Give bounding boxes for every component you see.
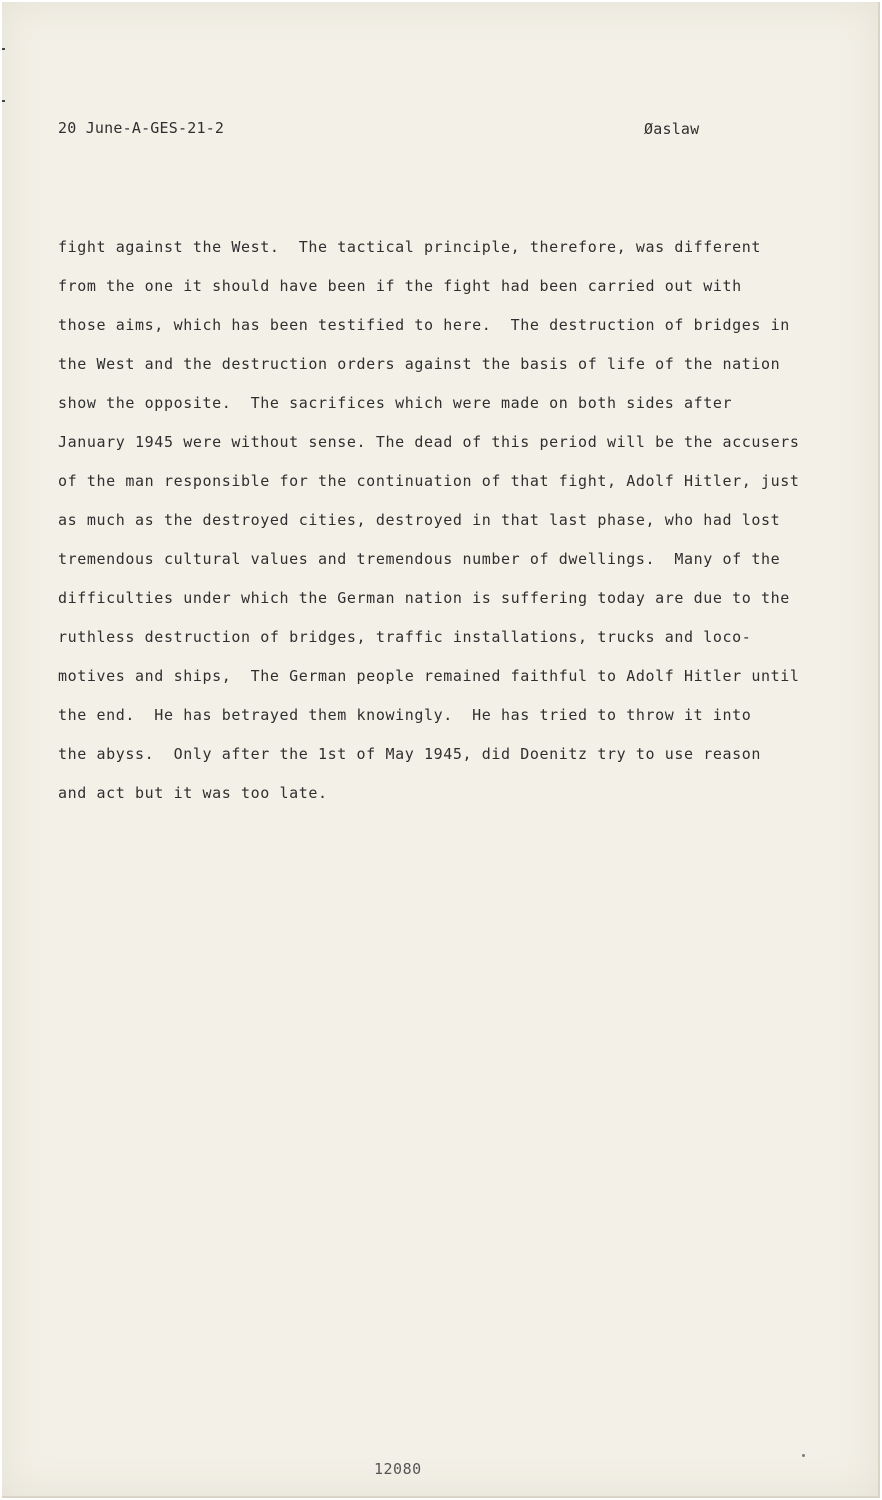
text-line: and act but it was too late. [58,784,328,802]
page-number: 12080 [374,1460,422,1478]
text-line: fight against the West. The tactical principle, therefore, was different [58,238,762,256]
text-line: of the man responsible for the continuation of that fight, Adolf Hitler, just [58,472,800,490]
text-line: the end. He has betrayed them knowingly. He has tried to throw it into [58,706,752,724]
text-line: ruthless destruction of bridges, traffic installations, trucks and loco- [58,628,752,646]
punch-mark [2,48,5,50]
text-line: difficulties under which the German nation is suffering today are due to the [58,589,790,607]
body-text [58,234,818,819]
document-reference: 20 June-A-GES-21-2 [58,119,225,137]
text-line: the abyss. Only after the 1st of May 1945, did Doenitz try to use reason [58,745,762,763]
text-line: show the opposite. The sacrifices which were made on both sides after [58,394,733,412]
text-line: January 1945 were without sense. The dead of this period will be the accusers [58,433,800,451]
translator-name: Øaslaw [644,120,700,138]
text-line: the West and the destruction orders against the basis of life of the nation [58,355,781,373]
text-line: from the one it should have been if the fight had been carried out with [58,277,742,295]
text-line: as much as the destroyed cities, destroyed in that last phase, who had lost [58,511,781,529]
text-line: those aims, which has been testified to here. The destruction of bridges in [58,316,790,334]
paper-speck [802,1454,805,1457]
document-page [2,2,880,1498]
text-line: tremendous cultural values and tremendous number of dwellings. Many of the [58,550,781,568]
text-line: motives and ships, The German people remained faithful to Adolf Hitler until [58,667,800,685]
punch-mark [2,100,5,102]
